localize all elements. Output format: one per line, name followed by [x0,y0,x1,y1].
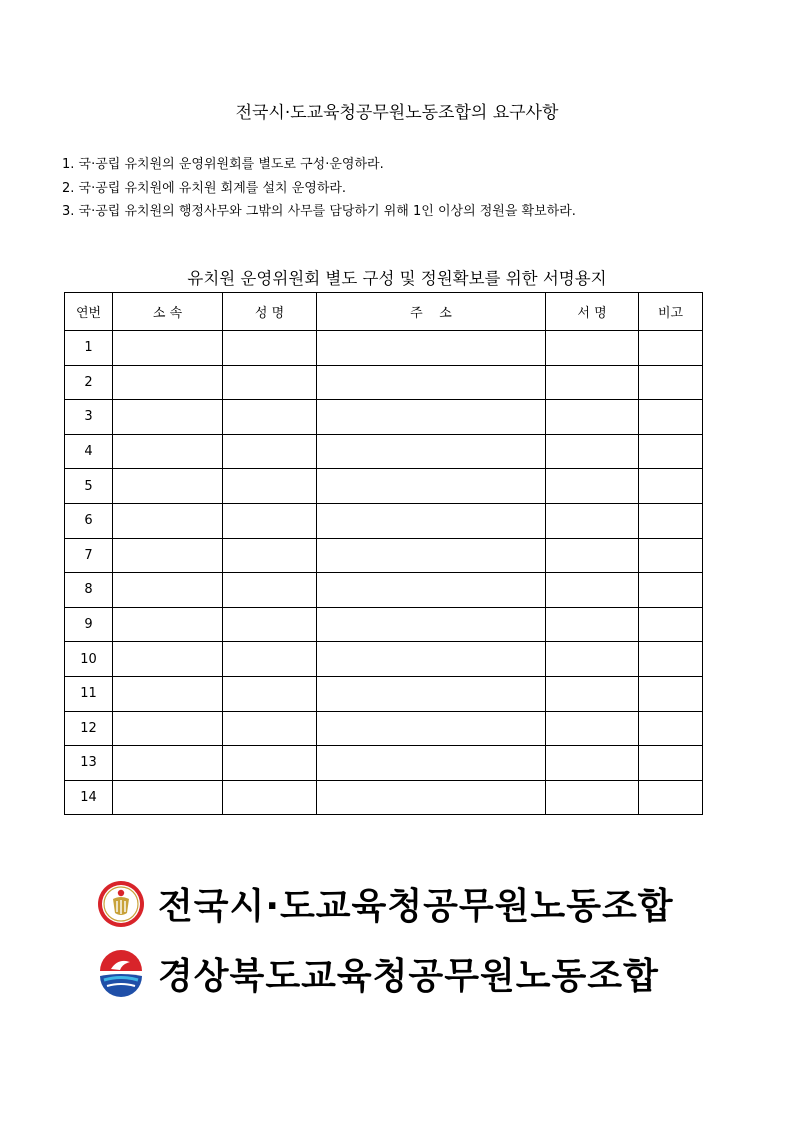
row-number: 3 [65,400,113,435]
name-cell[interactable] [223,503,317,538]
remarks-cell[interactable] [639,642,703,677]
gyeongbuk-union-name: 경상북도교육청공무원노동조합 [158,956,659,997]
signature-sheet-title: 유치원 운영위원회 별도 구성 및 정원확보를 위한 서명용지 [187,269,607,288]
remarks-cell[interactable] [639,711,703,746]
name-cell[interactable] [223,780,317,815]
signature-cell[interactable] [546,434,639,469]
name-cell[interactable] [223,365,317,400]
remarks-cell[interactable] [639,573,703,608]
affiliation-cell[interactable] [113,400,223,435]
col-header-remarks: 비고 [639,293,703,331]
remarks-cell[interactable] [639,331,703,366]
remarks-cell[interactable] [639,676,703,711]
national-union-name: 전국시·도교육청공무원노동조합 [158,886,674,927]
name-cell[interactable] [223,331,317,366]
row-number: 13 [65,746,113,781]
remarks-cell[interactable] [639,503,703,538]
gyeongbuk-union-logo [96,948,659,999]
remarks-cell[interactable] [639,746,703,781]
table-row [65,434,703,469]
address-cell[interactable] [317,746,546,781]
demand-item: 3. 국·공립 유치원의 행정사무와 그밖의 사무를 담당하기 위해 1인 이상의 정원을 확보하라. [62,204,576,219]
row-number: 7 [65,538,113,573]
address-cell[interactable] [317,607,546,642]
affiliation-cell[interactable] [113,538,223,573]
col-header-name: 성 명 [223,293,317,331]
col-header-signature: 서 명 [546,293,639,331]
signature-cell[interactable] [546,780,639,815]
affiliation-cell[interactable] [113,746,223,781]
table-row [65,365,703,400]
table-row [65,538,703,573]
row-number: 4 [65,434,113,469]
signature-cell[interactable] [546,400,639,435]
affiliation-cell[interactable] [113,503,223,538]
name-cell[interactable] [223,400,317,435]
signature-cell[interactable] [546,711,639,746]
row-number: 10 [65,642,113,677]
affiliation-cell[interactable] [113,434,223,469]
signature-cell[interactable] [546,746,639,781]
name-cell[interactable] [223,434,317,469]
row-number: 14 [65,780,113,815]
remarks-cell[interactable] [639,469,703,504]
table-row [65,469,703,504]
table-row [65,573,703,608]
national-union-logo [96,878,674,929]
gyeongbuk-union-emblem-icon [96,949,146,999]
affiliation-cell[interactable] [113,780,223,815]
table-row [65,503,703,538]
affiliation-cell[interactable] [113,469,223,504]
col-header-address: 주 소 [317,293,546,331]
table-row [65,331,703,366]
row-number: 6 [65,503,113,538]
row-number: 11 [65,676,113,711]
signature-cell[interactable] [546,538,639,573]
affiliation-cell[interactable] [113,642,223,677]
signature-cell[interactable] [546,365,639,400]
affiliation-cell[interactable] [113,607,223,642]
address-cell[interactable] [317,642,546,677]
col-header-number: 연번 [65,293,113,331]
signature-cell[interactable] [546,573,639,608]
table-row [65,642,703,677]
affiliation-cell[interactable] [113,331,223,366]
table-row [65,676,703,711]
remarks-cell[interactable] [639,434,703,469]
address-cell[interactable] [317,331,546,366]
col-header-affiliation: 소 속 [113,293,223,331]
table-row [65,746,703,781]
remarks-cell[interactable] [639,607,703,642]
address-cell[interactable] [317,365,546,400]
address-cell[interactable] [317,573,546,608]
affiliation-cell[interactable] [113,365,223,400]
signature-cell[interactable] [546,642,639,677]
address-cell[interactable] [317,503,546,538]
row-number: 2 [65,365,113,400]
name-cell[interactable] [223,607,317,642]
address-cell[interactable] [317,676,546,711]
remarks-cell[interactable] [639,400,703,435]
remarks-cell[interactable] [639,780,703,815]
name-cell[interactable] [223,538,317,573]
table-row [65,711,703,746]
signature-cell[interactable] [546,469,639,504]
address-cell[interactable] [317,780,546,815]
name-cell[interactable] [223,746,317,781]
row-number: 5 [65,469,113,504]
table-row [65,400,703,435]
signature-cell[interactable] [546,503,639,538]
name-cell[interactable] [223,469,317,504]
row-number: 8 [65,573,113,608]
name-cell[interactable] [223,573,317,608]
row-number: 9 [65,607,113,642]
signature-table [64,292,703,815]
demand-item: 1. 국·공립 유치원의 운영위원회를 별도로 구성·운영하라. [62,157,384,172]
address-cell[interactable] [317,400,546,435]
address-cell[interactable] [317,538,546,573]
signature-cell[interactable] [546,331,639,366]
row-number: 12 [65,711,113,746]
row-number: 1 [65,331,113,366]
affiliation-cell[interactable] [113,711,223,746]
remarks-cell[interactable] [639,538,703,573]
signature-cell[interactable] [546,676,639,711]
address-cell[interactable] [317,711,546,746]
address-cell[interactable] [317,469,546,504]
remarks-cell[interactable] [639,365,703,400]
table-row [65,607,703,642]
name-cell[interactable] [223,642,317,677]
national-union-emblem-icon [96,879,146,929]
affiliation-cell[interactable] [113,573,223,608]
table-row [65,780,703,815]
name-cell[interactable] [223,676,317,711]
affiliation-cell[interactable] [113,676,223,711]
signature-cell[interactable] [546,607,639,642]
page-title: 전국시·도교육청공무원노동조합의 요구사항 [235,103,559,123]
address-cell[interactable] [317,434,546,469]
header-row [65,293,703,331]
demands-list [62,153,702,224]
demand-item: 2. 국·공립 유치원에 유치원 회계를 설치 운영하라. [62,180,347,196]
name-cell[interactable] [223,711,317,746]
